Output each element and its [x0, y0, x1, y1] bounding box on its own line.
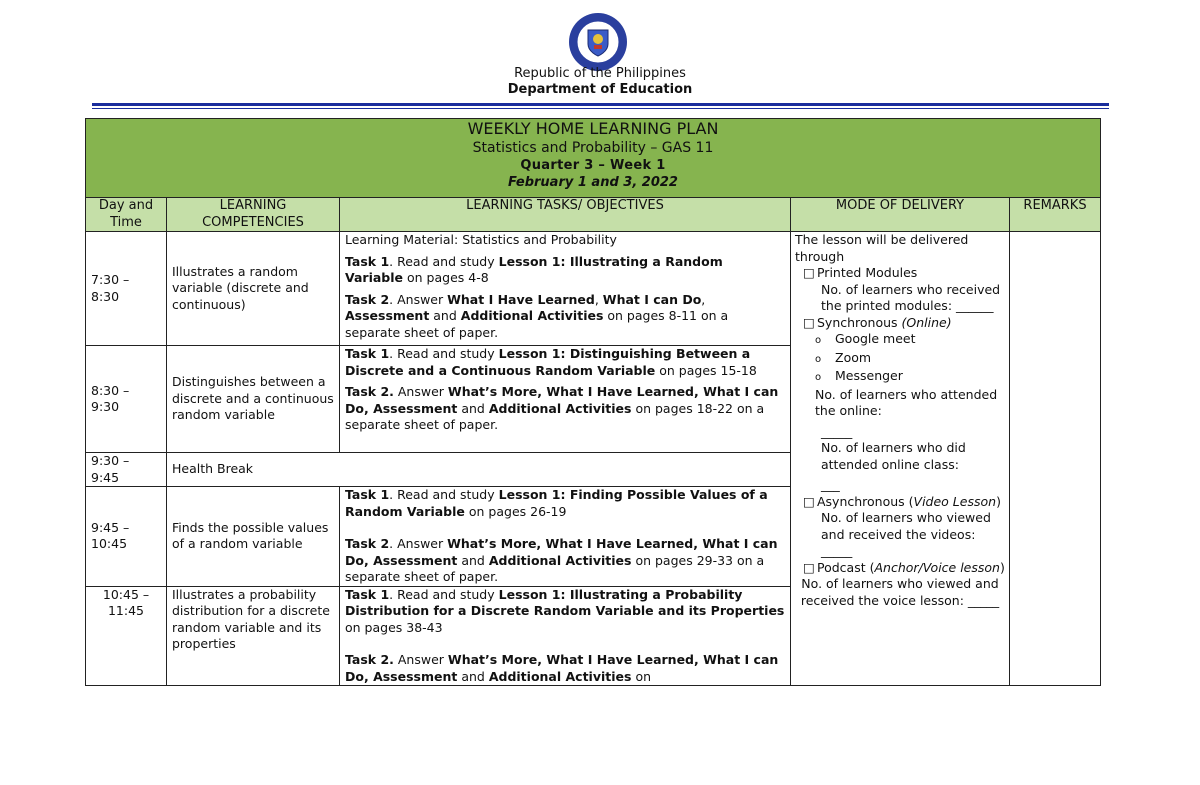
task-text: Answer: [393, 384, 448, 399]
competency-cell: Illustrates a random variable (discrete and continuous): [167, 232, 340, 346]
bullet-icon: o: [815, 372, 822, 383]
country-name: Republic of the Philippines: [514, 66, 686, 81]
podcast-option: [795, 560, 1005, 577]
plan-quarter: Quarter 3 – Week 1: [520, 158, 666, 173]
task-text: on pages 29-33 on a separate sheet of paper.: [345, 552, 765, 584]
task-label: Task 1: [345, 487, 390, 502]
lesson-title: Lesson 1: Illustrating a Random Variable: [345, 253, 723, 285]
plan-dates: February 1 and 3, 2022: [508, 175, 678, 190]
task-text: . Read and study: [389, 487, 499, 502]
activity-name: Additional Activities: [488, 552, 632, 568]
task-2: [345, 536, 785, 586]
tasks-cell: [340, 487, 791, 587]
printed-modules-option: [795, 265, 1005, 282]
task-text: . Read and study: [389, 586, 499, 602]
asynchronous-option: [795, 494, 1005, 511]
option-qualifier: Video Lesson: [913, 493, 997, 509]
col-competencies: LEARNING COMPETENCIES: [167, 198, 340, 232]
option-label: ): [999, 559, 1005, 575]
plan-title-row: [86, 119, 1101, 198]
task-text: ,: [701, 291, 706, 307]
activity-name: What’s More, What I Have Learned, What I can Do, Assessment: [345, 652, 779, 684]
activity-name: Additional Activities: [488, 400, 632, 416]
header-rule-thick: [92, 103, 1109, 106]
task-label: Task 2.: [345, 384, 394, 399]
activity-name: Additional Activities: [460, 308, 604, 323]
time-cell: 8:30 – 9:30: [86, 346, 167, 453]
lesson-title: Lesson 1: Distinguishing Between a Discrete and a Continuous Random Variable: [345, 346, 751, 378]
task-text: ,: [594, 291, 603, 307]
sync-platform: [795, 368, 1005, 387]
platform-name: Messenger: [835, 368, 903, 383]
time-cell: 9:30 – 9:45: [86, 453, 167, 487]
task-1: [345, 487, 785, 520]
time-cell: 7:30 – 8:30: [86, 232, 167, 346]
asynchronous-note: No. of learners who viewed and received the videos: _____: [821, 510, 991, 558]
task-2: [345, 652, 785, 685]
activity-name: Assessment: [345, 308, 430, 323]
remarks-cell: [1010, 232, 1101, 686]
task-text: and: [457, 668, 489, 684]
synchronous-option: [795, 315, 1005, 332]
task-label: Task 2: [345, 291, 390, 307]
task-1: [345, 587, 785, 637]
sync-platform: [795, 331, 1005, 350]
col-remarks: REMARKS: [1010, 198, 1101, 232]
task-text: . Read and study: [389, 346, 499, 361]
task-text: and: [457, 400, 489, 416]
sync-note-online: No. of learners who attended the online:: [815, 386, 998, 418]
option-label: Podcast (: [816, 559, 875, 575]
platform-name: Zoom: [835, 349, 872, 365]
task-1: [345, 346, 785, 379]
task-text: and: [429, 308, 461, 323]
printed-modules-note: No. of learners who received the printed modules: ______: [821, 281, 1001, 313]
column-header-row: [86, 198, 1101, 232]
sync-platform: [795, 350, 1005, 369]
activity-name: What’s More, What I Have Learned, What I can Do, Assessment: [345, 536, 778, 568]
activity-name: What I can Do: [602, 291, 702, 307]
time-cell: 10:45 – 11:45: [86, 586, 167, 686]
task-text: on pages 4-8: [403, 270, 489, 285]
task-2: [345, 384, 785, 434]
option-qualifier: (Online): [901, 314, 952, 330]
task-1: [345, 254, 785, 287]
task-text: Answer: [393, 652, 448, 667]
task-text: on pages 8-11 on a separate sheet of paper.: [345, 308, 729, 340]
task-label: Task 1: [345, 346, 390, 361]
health-break-cell: Health Break: [167, 453, 791, 487]
task-label: Task 2: [345, 536, 390, 551]
learning-material: Learning Material: Statistics and Probability: [345, 232, 617, 247]
option-label: ): [996, 493, 1001, 509]
bullet-icon: o: [815, 353, 822, 365]
option-qualifier: Anchor/Voice lesson: [874, 559, 1000, 575]
tasks-cell: [340, 586, 791, 686]
option-label: Synchronous: [816, 314, 902, 330]
task-text: on pages 26-19: [464, 503, 567, 519]
activity-name: What I Have Learned: [447, 291, 595, 307]
plan-title-cell: [86, 119, 1101, 198]
col-tasks: LEARNING TASKS/ OBJECTIVES: [340, 198, 791, 232]
competency-cell: Illustrates a probability distribution for a discrete random variable and its properties: [167, 586, 340, 686]
option-label: Printed Modules: [816, 265, 918, 280]
platform-name: Google meet: [835, 331, 916, 346]
task-text: and: [457, 552, 489, 568]
lesson-title: Lesson 1: Illustrating a Probability Distribution for a Discrete Random Variable and its Properties: [345, 586, 785, 618]
header-rule-thin: [92, 108, 1109, 109]
task-text: on pages 18-22 on a separate sheet of paper.: [345, 400, 765, 432]
col-day-time: Day and Time: [86, 198, 167, 232]
delivery-intro: The lesson will be delivered through: [795, 232, 969, 264]
tasks-cell: [340, 346, 791, 453]
competency-cell: Finds the possible values of a random variable: [167, 487, 340, 587]
sync-blank-online: _____: [821, 423, 853, 439]
task-text: on: [631, 668, 652, 684]
deped-seal-logo: [563, 12, 633, 72]
sync-note-class: No. of learners who did attended online class:: [821, 440, 966, 472]
mode-of-delivery-cell: [791, 232, 1010, 686]
time-cell: 9:45 – 10:45: [86, 487, 167, 587]
activity-name: Additional Activities: [488, 668, 632, 684]
task-label: Task 1: [345, 586, 390, 602]
department-name: Department of Education: [507, 82, 693, 97]
checkbox-icon: □: [803, 265, 815, 280]
plan-subject: Statistics and Probability – GAS 11: [472, 140, 714, 156]
plan-title: WEEKLY HOME LEARNING PLAN: [467, 119, 719, 138]
checkbox-icon: □: [803, 559, 815, 575]
checkbox-icon: □: [803, 493, 815, 509]
task-label: Task 2.: [345, 652, 394, 667]
bullet-icon: o: [815, 335, 822, 346]
podcast-note: No. of learners who viewed and received the voice lesson: _____: [800, 576, 1000, 608]
option-label: Asynchronous (: [816, 493, 914, 509]
activity-name: What’s More, What I Have Learned, What I can Do, Assessment: [345, 384, 779, 416]
task-text: . Answer: [389, 536, 448, 551]
task-text: . Answer: [389, 291, 448, 307]
sync-blank-class: ___: [821, 477, 840, 492]
competency-cell: Distinguishes between a discrete and a continuous random variable: [167, 346, 340, 453]
checkbox-icon: □: [803, 314, 815, 330]
task-text: . Read and study: [389, 253, 499, 269]
table-row: [86, 232, 1101, 346]
weekly-learning-plan-table: [85, 118, 1101, 686]
task-2: [345, 292, 785, 342]
task-text: on pages 15-18: [655, 362, 757, 378]
task-text: on pages 38-43: [345, 619, 443, 635]
lesson-title: Lesson 1: Finding Possible Values of a Random Variable: [345, 487, 768, 519]
task-label: Task 1: [345, 253, 390, 269]
tasks-cell: [340, 232, 791, 346]
col-delivery: MODE OF DELIVERY: [791, 198, 1010, 232]
